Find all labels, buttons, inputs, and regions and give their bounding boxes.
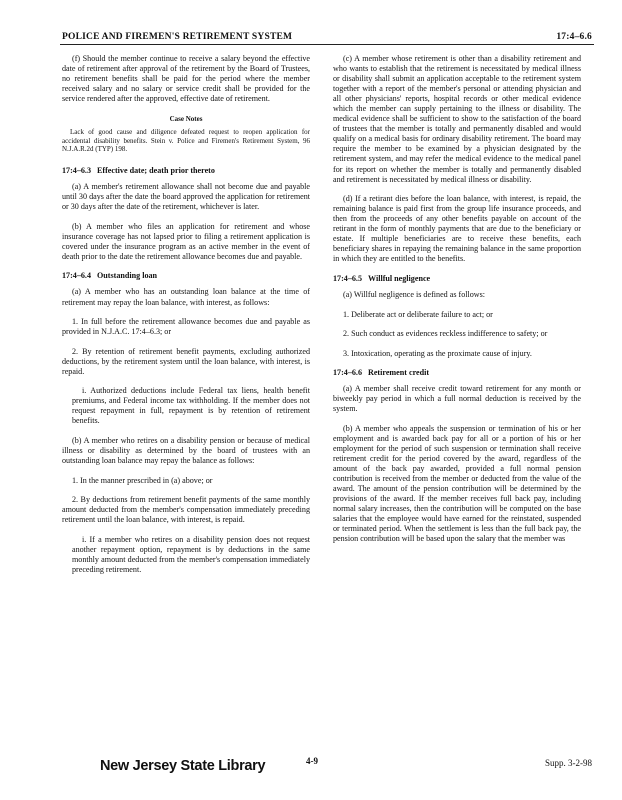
- paragraph-f: (f) Should the member continue to receive a salary beyond the effective date of retirement after approval of the retirement by the Board of Trustees, no retirement benefits shall be paid for the period where the member received salary and no salary or service credit shall be provided for the service rendered after the approved, effective date of retirement.: [62, 54, 310, 104]
- right-column: [333, 54, 581, 554]
- library-stamp: New Jersey State Library: [100, 758, 266, 774]
- section-title: Retirement credit: [368, 368, 430, 378]
- paragraph-6-4-a: (a) A member who has an outstanding loan balance at the time of retirement may repay the loan balance, with interest, as follows:: [62, 287, 310, 307]
- case-notes-title: Case Notes: [169, 115, 203, 124]
- paragraph-6-6-a: (a) A member shall receive credit toward retirement for any month or biweekly pay period in which a full normal deduction is received by the system.: [333, 384, 581, 414]
- paragraph-6-5-a: (a) Willful negligence is defined as follows:: [343, 289, 486, 299]
- supplement-date: Supp. 3-2-98: [545, 758, 592, 768]
- paragraph-6-5-a3: 3. Intoxication, operating as the proximate cause of injury.: [343, 348, 532, 358]
- section-heading-6-6: [333, 368, 581, 378]
- section-number: 17:4–6.5: [333, 273, 362, 283]
- paragraph-d: (d) If a retirant dies before the loan balance, with interest, is repaid, the remaining balance is paid first from the group life insurance proceeds, and then from the proceeds of any other benefits payable on account of the retirant in the form of monthly payments that are due to the beneficiary or estate. If multiple beneficiaries are to receive these benefits, each beneficiary shares in repaying the remaining balance in the same proportion in which they are entitled to the benefits.: [333, 194, 581, 264]
- section-number: 17:4–6.3: [62, 166, 91, 176]
- paragraph-6-4-b: (b) A member who retires on a disability pension or because of medical illness or disability as determined by the board of trustees with an outstanding loan balance may repay the balance as follows:: [62, 436, 310, 466]
- paragraph-6-4-b1: 1. In the manner prescribed in (a) above; or: [72, 475, 213, 485]
- paragraph-6-3-b: (b) A member who files an application for retirement and whose insurance coverage has not lapsed prior to filing a retirement application is covered under the insurance program as an active member in the event of death prior to the date the retirement allowance becomes due and payable.: [62, 221, 310, 261]
- page-number: 4-9: [306, 756, 318, 766]
- header-rule: [60, 44, 594, 45]
- left-column: [62, 54, 310, 585]
- running-header: [62, 30, 592, 42]
- section-number: 17:4–6.6: [333, 368, 362, 378]
- section-title: Willful negligence: [368, 273, 431, 283]
- section-heading-6-5: [333, 274, 581, 284]
- page-footer: [60, 756, 592, 776]
- paragraph-6-5-a1: 1. Deliberate act or deliberate failure to act; or: [343, 309, 493, 319]
- case-notes-text: Lack of good cause and diligence defeated request to reopen application for accidental disability benefits. Stein v. Police and Firemen's Retirement System, 96 N.J.A.R.2d (TYP) 198.: [62, 128, 310, 154]
- paragraph-c: (c) A member whose retirement is other than a disability retirement and who wants to establish that the retirement is necessitated by medical illness or disability shall submit an application acceptable to the retirement system together with a report of the member's personal or attending physician and all other physicians' reports, hospital records or other medical evidence which the member can supply pertaining to the illness or disability. The medical evidence shall be sufficient to show to the satisfaction of the board of trustees that the member is totally and permanently disabled and would qualify on a medical basis for ordinary disability retirement. The board may require the member to be examined by a physician designated by the retirement system, and may refer the medical evidence to the medical panel for its report on whether the member is totally and permanently disabled and retirement is necessitated by medical illness or disability.: [333, 54, 581, 184]
- paragraph-6-4-b2: 2. By deductions from retirement benefit payments of the same monthly amount deducted from the member's compensation immediately preceding retirement until the loan balance, with interest, is repaid.: [62, 495, 310, 525]
- paragraph-6-4-a1: 1. In full before the retirement allowance becomes due and payable as provided in N.J.A.C. 17:4–6.3; or: [62, 317, 310, 337]
- section-title: Effective date; death prior thereto: [97, 166, 215, 176]
- paragraph-6-4-b2i: i. If a member who retires on a disability pension does not request another repayment option, repayment is by deductions in the same monthly amount deducted from the member's compensation immediately preceding retirement.: [72, 534, 310, 574]
- paragraph-6-4-a2i: i. Authorized deductions include Federal tax liens, health benefit premiums, and Federal income tax withholding. If the member does not request repayment in full, repayment is by retention of retirement benefits.: [72, 386, 310, 426]
- paragraph-6-6-b: (b) A member who appeals the suspension or termination of his or her employment and is awarded back pay for all or a portion of his or her employment for the period of such suspension or termination shall receive retirement credit for the period covered by the award, regardless of the amount of the back pay awarded, provided a full normal pension contribution is received from the member or deducted from the value of the award. The amount of the pension contribution will be determined by the provisions of the award. If the member receives full back pay, including normal salary increases, then the contribution will be computed on the base salaries that the employee would have earned for the reinstated, suspended or terminated period. When the settlement is less than the full back pay, the pension contribution will be based upon the salary that the member was: [333, 423, 581, 544]
- section-heading-6-4: [62, 271, 310, 281]
- header-section-number: 17:4–6.6: [556, 32, 592, 42]
- paragraph-6-5-a2: 2. Such conduct as evidences reckless indifference to safety; or: [343, 329, 548, 339]
- section-number: 17:4–6.4: [62, 271, 91, 281]
- section-title: Outstanding loan: [97, 271, 158, 281]
- paragraph-6-3-a: (a) A member's retirement allowance shall not become due and payable until 30 days after the date the board approved the application for retirement or 30 days after the date of the retirement, whichever is later.: [62, 182, 310, 212]
- header-title: POLICE AND FIREMEN'S RETIREMENT SYSTEM: [62, 32, 293, 42]
- paragraph-6-4-a2: 2. By retention of retirement benefit payments, excluding authorized deductions, by the retirement system until the loan balance, with interest, is repaid.: [62, 346, 310, 376]
- section-heading-6-3: [62, 166, 310, 176]
